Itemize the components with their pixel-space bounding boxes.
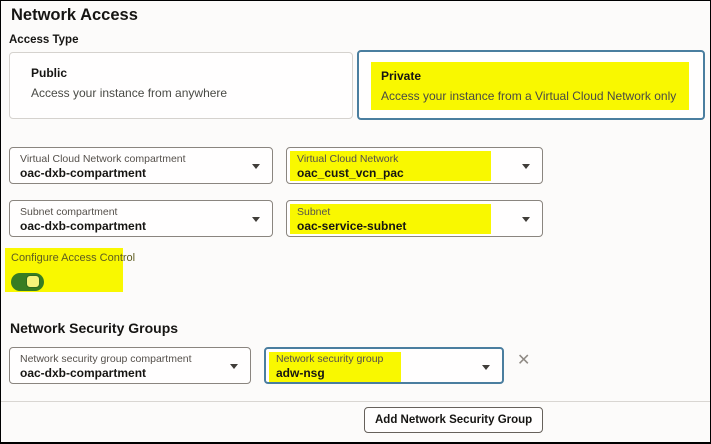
vcn-compartment-value: oac-dxb-compartment xyxy=(20,166,147,180)
vcn-select[interactable] xyxy=(286,147,543,184)
private-option-title: Private xyxy=(381,69,422,83)
add-nsg-button[interactable]: Add Network Security Group xyxy=(364,407,543,433)
nsg-select[interactable] xyxy=(264,347,504,384)
subnet-select[interactable] xyxy=(286,200,543,237)
access-type-label: Access Type xyxy=(9,34,79,46)
vcn-label: Virtual Cloud Network xyxy=(297,153,399,165)
chevron-down-icon xyxy=(252,164,260,169)
chevron-down-icon xyxy=(482,365,490,370)
highlight-overlay xyxy=(371,62,689,110)
vcn-compartment-select[interactable] xyxy=(9,147,273,184)
subnet-label: Subnet xyxy=(297,206,331,218)
nsg-section-heading: Network Security Groups xyxy=(10,320,179,336)
nsg-compartment-label: Network security group compartment xyxy=(20,353,192,365)
chevron-down-icon xyxy=(230,364,238,369)
section-divider xyxy=(1,401,710,402)
chevron-down-icon xyxy=(522,217,530,222)
highlight-overlay xyxy=(5,248,136,292)
chevron-down-icon xyxy=(522,164,530,169)
subnet-compartment-value: oac-dxb-compartment xyxy=(20,219,147,233)
configure-access-control-label: Configure Access Control xyxy=(11,252,136,264)
access-control-toggle[interactable] xyxy=(11,273,44,291)
chevron-down-icon xyxy=(252,217,260,222)
subnet-value: oac-service-subnet xyxy=(297,219,407,233)
access-option-public[interactable] xyxy=(9,52,353,119)
vcn-compartment-label: Virtual Cloud Network compartment xyxy=(20,153,186,165)
subnet-compartment-label: Subnet compartment xyxy=(20,206,118,218)
nsg-compartment-select[interactable] xyxy=(9,347,251,384)
vcn-value: oac_cust_vcn_pac xyxy=(297,166,404,180)
nsg-label: Network security group xyxy=(276,353,384,365)
nsg-compartment-value: oac-dxb-compartment xyxy=(20,366,147,380)
subnet-compartment-select[interactable] xyxy=(9,200,273,237)
remove-nsg-icon[interactable]: ✕ xyxy=(517,352,531,369)
nsg-value: adw-nsg xyxy=(276,366,325,380)
public-option-title: Public xyxy=(31,66,68,80)
page-title: Network Access xyxy=(11,6,138,24)
toggle-knob-icon xyxy=(26,275,40,288)
access-option-private[interactable] xyxy=(357,50,705,120)
private-option-description: Access your instance from a Virtual Cloud Network only xyxy=(381,89,677,103)
public-option-description: Access your instance from anywhere xyxy=(31,86,228,100)
